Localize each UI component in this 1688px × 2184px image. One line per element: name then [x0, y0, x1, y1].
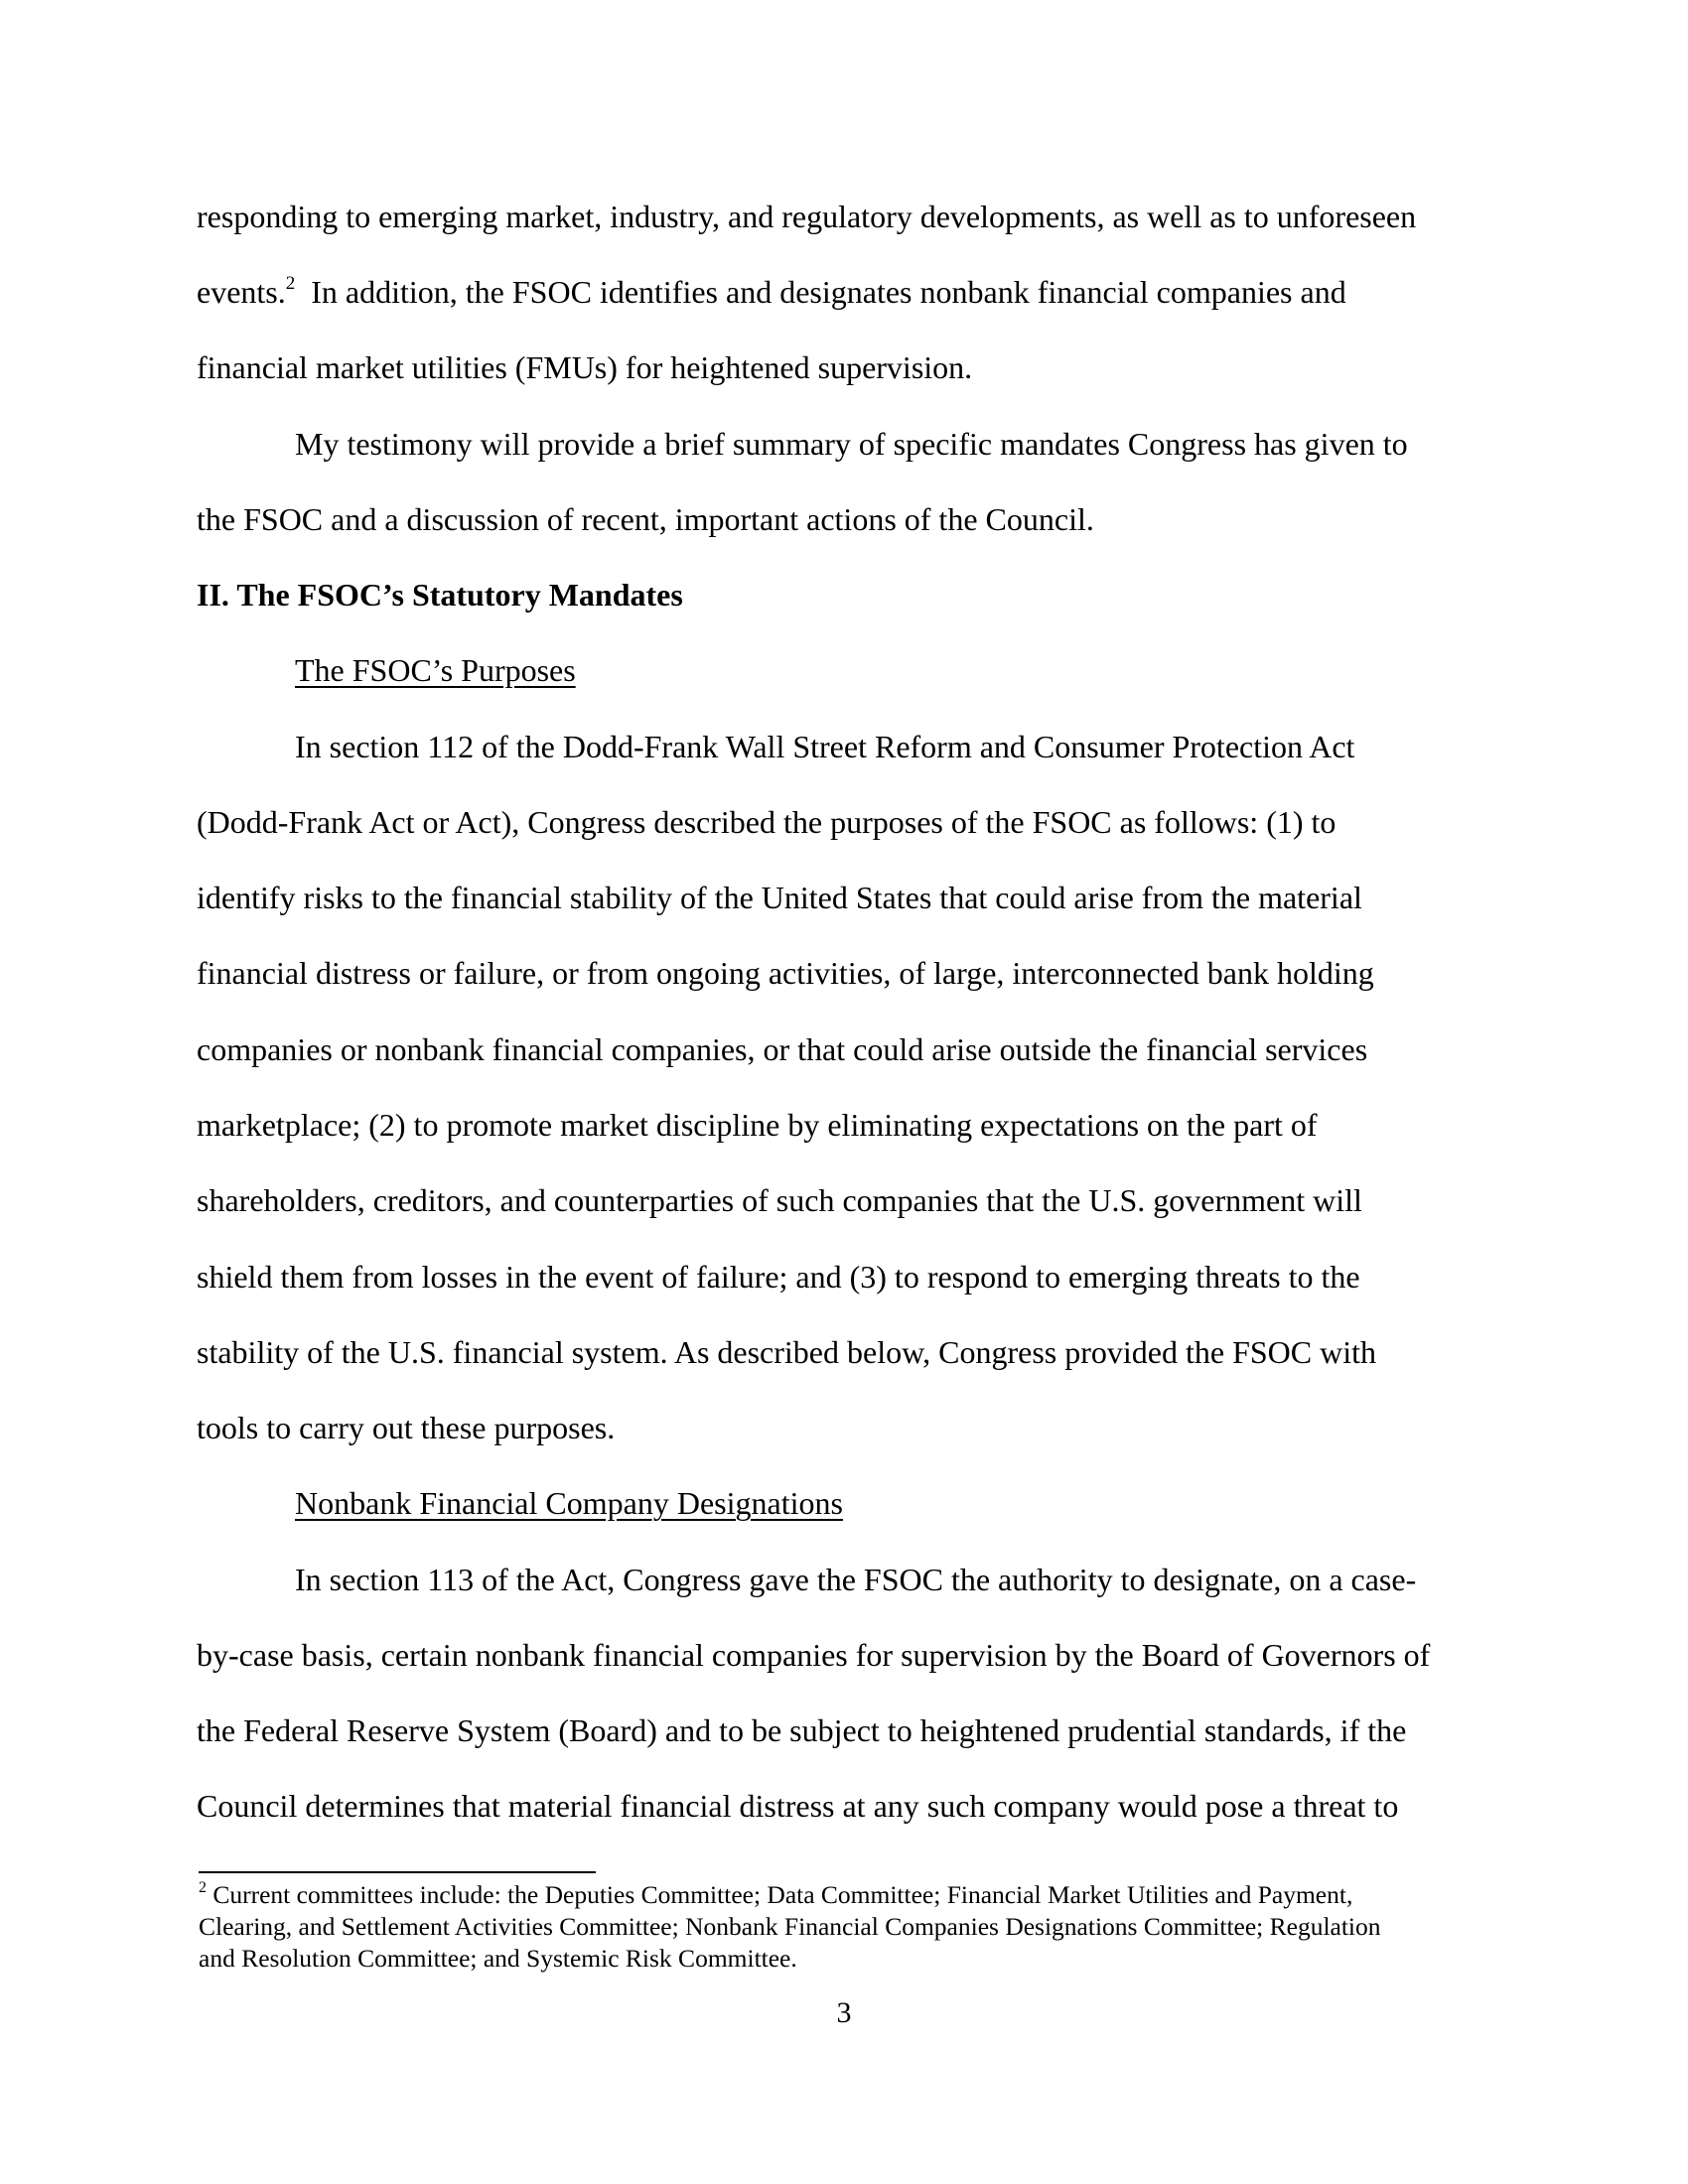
footnote-divider [199, 1871, 596, 1873]
paragraph-3-line-3: identify risks to the financial stability of the United States that could arise from the material [197, 880, 1362, 915]
footnote-line-1 [199, 1879, 1352, 1911]
paragraph-3-line-10: tools to carry out these purposes. [197, 1410, 616, 1445]
paragraph-3-line-2: (Dodd-Frank Act or Act), Congress described the purposes of the FSOC as follows: (1) to [197, 804, 1336, 840]
paragraph-3-line-8: shield them from losses in the event of failure; and (3) to respond to emerging threats to the [197, 1259, 1360, 1295]
paragraph-4-line-1: In section 113 of the Act, Congress gave the FSOC the authority to designate, on a case- [295, 1562, 1417, 1597]
paragraph-1-line-2-text-a: events. [197, 274, 286, 310]
paragraph-4-line-2: by-case basis, certain nonbank financial companies for supervision by the Board of Governors of [197, 1637, 1431, 1673]
paragraph-1-line-3: financial market utilities (FMUs) for heightened supervision. [197, 349, 973, 385]
paragraph-4-line-4: Council determines that material financial distress at any such company would pose a threat to [197, 1788, 1399, 1824]
paragraph-3-line-6: marketplace; (2) to promote market discipline by eliminating expectations on the part of [197, 1107, 1318, 1143]
paragraph-3-line-5: companies or nonbank financial companies, or that could arise outside the financial services [197, 1031, 1368, 1067]
footnote-marker: 2 [199, 1879, 207, 1896]
paragraph-2-line-1: My testimony will provide a brief summary of specific mandates Congress has given to [295, 426, 1408, 462]
paragraph-3-line-4: financial distress or failure, or from ongoing activities, of large, interconnected bank holding [197, 955, 1374, 991]
page-number: 3 [836, 1996, 852, 2029]
paragraph-2-line-2: the FSOC and a discussion of recent, important actions of the Council. [197, 501, 1094, 537]
subheading-designations: Nonbank Financial Company Designations [295, 1485, 843, 1521]
paragraph-4-line-3: the Federal Reserve System (Board) and to be subject to heightened prudential standards, if the [197, 1712, 1407, 1748]
subheading-purposes: The FSOC’s Purposes [295, 652, 576, 688]
paragraph-3-line-7: shareholders, creditors, and counterparties of such companies that the U.S. government will [197, 1182, 1362, 1218]
footnote-line-2: Clearing, and Settlement Activities Committee; Nonbank Financial Companies Designations Committee; Regulation [199, 1912, 1381, 1941]
paragraph-3-line-9: stability of the U.S. financial system. As described below, Congress provided the FSOC with [197, 1334, 1377, 1370]
footnote-line-3: and Resolution Committee; and Systemic Risk Committee. [199, 1944, 797, 1973]
footnote-line-1-text: Current committees include: the Deputies Committee; Data Committee; Financial Market Utilities and Payment, [207, 1880, 1353, 1909]
footnote-reference[interactable]: 2 [285, 273, 296, 294]
paragraph-1-line-1: responding to emerging market, industry, and regulatory developments, as well as to unforeseen [197, 199, 1417, 234]
paragraph-1-line-2-text-b: In addition, the FSOC identifies and designates nonbank financial companies and [295, 274, 1346, 310]
paragraph-3-line-1: In section 112 of the Dodd-Frank Wall Street Reform and Consumer Protection Act [295, 729, 1355, 764]
section-heading: II. The FSOC’s Statutory Mandates [197, 577, 683, 613]
paragraph-1-line-2 [197, 272, 1346, 312]
